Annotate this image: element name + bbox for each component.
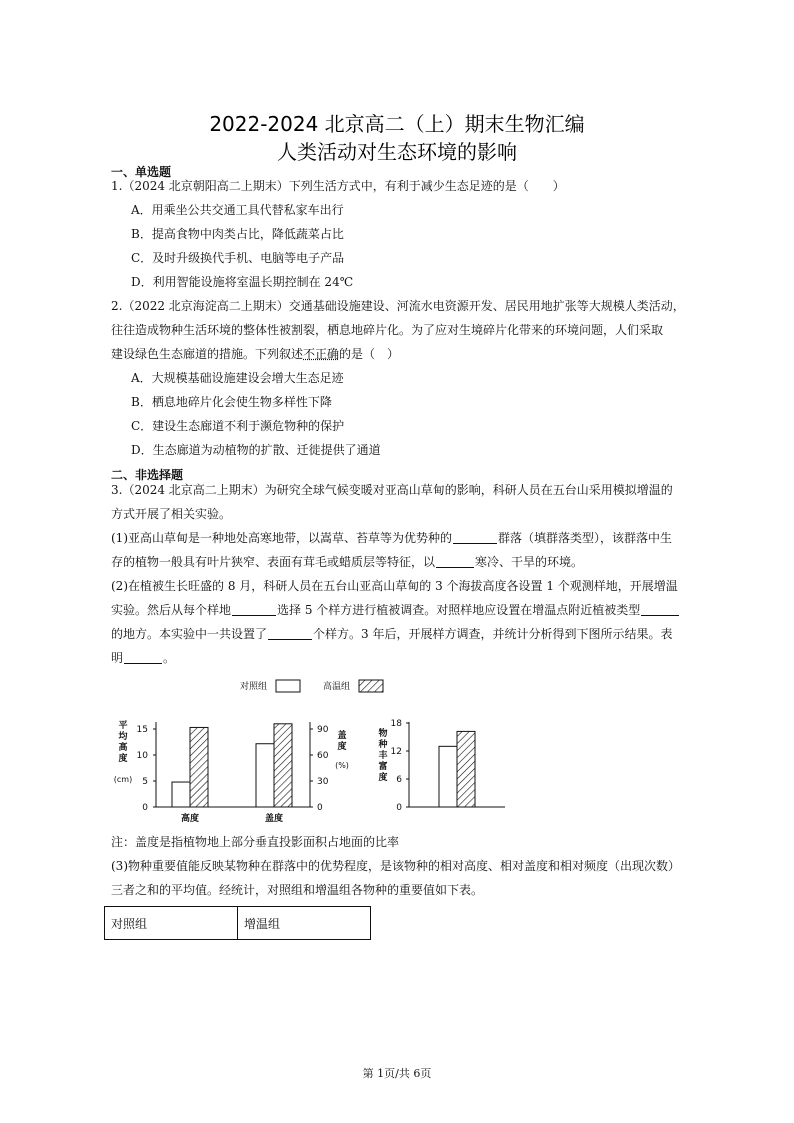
- x-tick-label: 高度: [180, 814, 200, 824]
- bar-control-richness: [439, 746, 457, 807]
- legend-warm-swatch: [359, 680, 383, 692]
- q3-part2-line2: [111, 602, 680, 618]
- legend-warm-label: 高温组: [323, 682, 351, 692]
- q2-stem-end: 的是（ ）: [339, 347, 400, 361]
- q1-option-a: A．用乘坐公共交通工具代替私家车出行: [131, 203, 344, 217]
- y-axis-unit-cover: (%): [335, 761, 349, 770]
- y-tick-label: 12: [390, 747, 402, 757]
- section-non-choice: 二、非选择题: [111, 468, 184, 482]
- q2-stem-line3: [111, 346, 399, 362]
- y-axis-label-height: 高: [118, 743, 128, 753]
- y-tick-label: 6: [396, 775, 402, 785]
- q3-part3-line1: (3)物种重要值能反映某物种在群落中的优势程度，是该物种的相对高度、相对盖度和相对频度（出现次数）: [111, 859, 681, 873]
- q3-part2-text: 明: [111, 651, 124, 665]
- q3-stem-line1: 3.（2024 北京高二上期末）为研究全球气候变暖对亚高山草甸的影响，科研人员在五台山采用模拟增温的: [111, 483, 673, 497]
- q2-emphasis: 不正确: [303, 347, 340, 361]
- bar-warm-cover: [274, 724, 292, 807]
- q1-option-b: B．提高食物中肉类占比，降低蔬菜占比: [131, 227, 344, 241]
- q3-part1-text: 群落（填群落类型），该群落中生: [498, 531, 673, 545]
- y-axis-label-richness: 富: [378, 762, 388, 772]
- answer-blank[interactable]: [124, 651, 162, 664]
- answer-blank[interactable]: [453, 531, 497, 544]
- q3-part2-text: 选择 5 个样方进行植被调查。对照样地应设置在增温点附近植被类型: [277, 603, 641, 617]
- q3-part1-text: 存的植物一般具有叶片狭窄、表面有茸毛或蜡质层等特征，以: [111, 555, 436, 569]
- y-tick-label: 90: [317, 725, 329, 735]
- q3-part1-line2: [111, 554, 583, 570]
- bar-warm-richness: [457, 731, 475, 807]
- q3-part1-line1: [111, 530, 672, 546]
- q2-stem-line1: 2.（2022 北京海淀高二上期末）交通基础设施建设、河流水电资源开发、居民用地扩张等大规模人类活动，: [111, 299, 685, 313]
- y-axis-unit-height: (cm): [113, 775, 133, 784]
- y-tick-label: 5: [142, 777, 148, 787]
- q3-part2-line1: (2)在植被生长旺盛的 8 月，科研人员在五台山亚高山草甸的 3 个海拔高度各设置 1 个观测样地，开展增温: [111, 579, 678, 593]
- table-header-warm: 增温组: [238, 907, 371, 940]
- y-tick-label: 15: [136, 725, 148, 735]
- page-title: 2022-2024 北京高二（上）期末生物汇编: [209, 112, 585, 136]
- q1-option-c: C．及时升级换代手机、电脑等电子产品: [131, 251, 345, 265]
- bar-warm-height: [190, 727, 208, 807]
- q3-part2-text: 。: [163, 651, 176, 665]
- y-tick-label: 0: [142, 803, 148, 813]
- q1-option-d: D．利用智能设施将室温长期控制在 24℃: [131, 275, 354, 289]
- plot-area: [114, 719, 505, 824]
- bar-control-cover: [256, 744, 274, 807]
- y-tick-label: 0: [317, 803, 323, 813]
- y-tick-label: 18: [390, 719, 402, 729]
- results-chart: [104, 672, 544, 832]
- q3-chart-note: 注：盖度是指植物地上部分垂直投影面积占地面的比率: [111, 835, 400, 849]
- q2-option-b: B．栖息地碎片化会使生物多样性下降: [131, 395, 332, 409]
- y-tick-label: 0: [396, 803, 402, 813]
- y-axis-label-height: 平: [118, 721, 128, 731]
- q3-part2-text: 实验。然后从每个样地: [111, 603, 232, 617]
- page-subtitle: 人类活动对生态环境的影响: [277, 140, 517, 164]
- y-axis-label-richness: 种: [378, 740, 388, 750]
- q3-part2-text: 的地方。本实验中一共设置了: [111, 627, 268, 641]
- q2-stem-line2: 往往造成物种生活环境的整体性被割裂，栖息地碎片化。为了应对生境碎片化带来的环境问题，人们采取: [111, 323, 664, 337]
- importance-table: [104, 906, 371, 940]
- q3-part2-line4: [111, 650, 175, 666]
- page-footer: 第 1页/共 6页: [362, 1067, 432, 1080]
- q2-option-a: A．大规模基础设施建设会增大生态足迹: [131, 371, 344, 385]
- q3-part3-line2: 三者之和的平均值。经统计，对照组和增温组各物种的重要值如下表。: [111, 883, 484, 897]
- y-tick-label: 60: [317, 751, 329, 761]
- legend-control-swatch: [276, 680, 300, 692]
- y-tick-label: 30: [317, 777, 329, 787]
- table-row: [105, 907, 371, 940]
- legend-control-label: 对照组: [240, 682, 268, 692]
- table-header-control: 对照组: [105, 907, 238, 940]
- answer-blank[interactable]: [641, 603, 679, 616]
- q1-stem: 1.（2024 北京朝阳高二上期末）下列生活方式中，有利于减少生态足迹的是（ ）: [111, 179, 565, 193]
- q3-part1-text: 寒冷、干旱的环境。: [475, 555, 584, 569]
- y-axis-label-cover: 度: [337, 742, 347, 752]
- q3-stem-line2: 方式开展了相关实验。: [111, 507, 232, 521]
- q2-stem-text: 建设绿色生态廊道的措施。下列叙述: [111, 347, 304, 361]
- x-tick-label: 盖度: [264, 814, 284, 824]
- answer-blank[interactable]: [436, 555, 474, 568]
- y-axis-label-height: 均: [118, 732, 128, 742]
- bar-control-height: [172, 782, 190, 807]
- y-axis-label-height: 度: [118, 754, 128, 764]
- q3-part2-line3: [111, 626, 672, 642]
- q2-option-d: D．生态廊道为动植物的扩散、迁徙提供了通道: [131, 443, 381, 457]
- y-axis-label-cover: 盖: [337, 731, 347, 741]
- q3-part1-text: (1)亚高山草甸是一种地处高寒地带，以嵩草、苔草等为优势种的: [111, 531, 453, 545]
- y-axis-label-richness: 度: [378, 773, 388, 783]
- section-single-choice: 一、单选题: [111, 165, 172, 179]
- answer-blank[interactable]: [232, 603, 276, 616]
- y-axis-label-richness: 丰: [378, 751, 388, 761]
- y-tick-label: 10: [136, 751, 148, 761]
- answer-blank[interactable]: [268, 627, 312, 640]
- q3-part2-text: 个样方。3 年后，开展样方调查，并统计分析得到下图所示结果。表: [313, 627, 673, 641]
- y-axis-label-richness: 物: [378, 729, 388, 739]
- q2-option-c: C．建设生态廊道不利于濒危物种的保护: [131, 419, 345, 433]
